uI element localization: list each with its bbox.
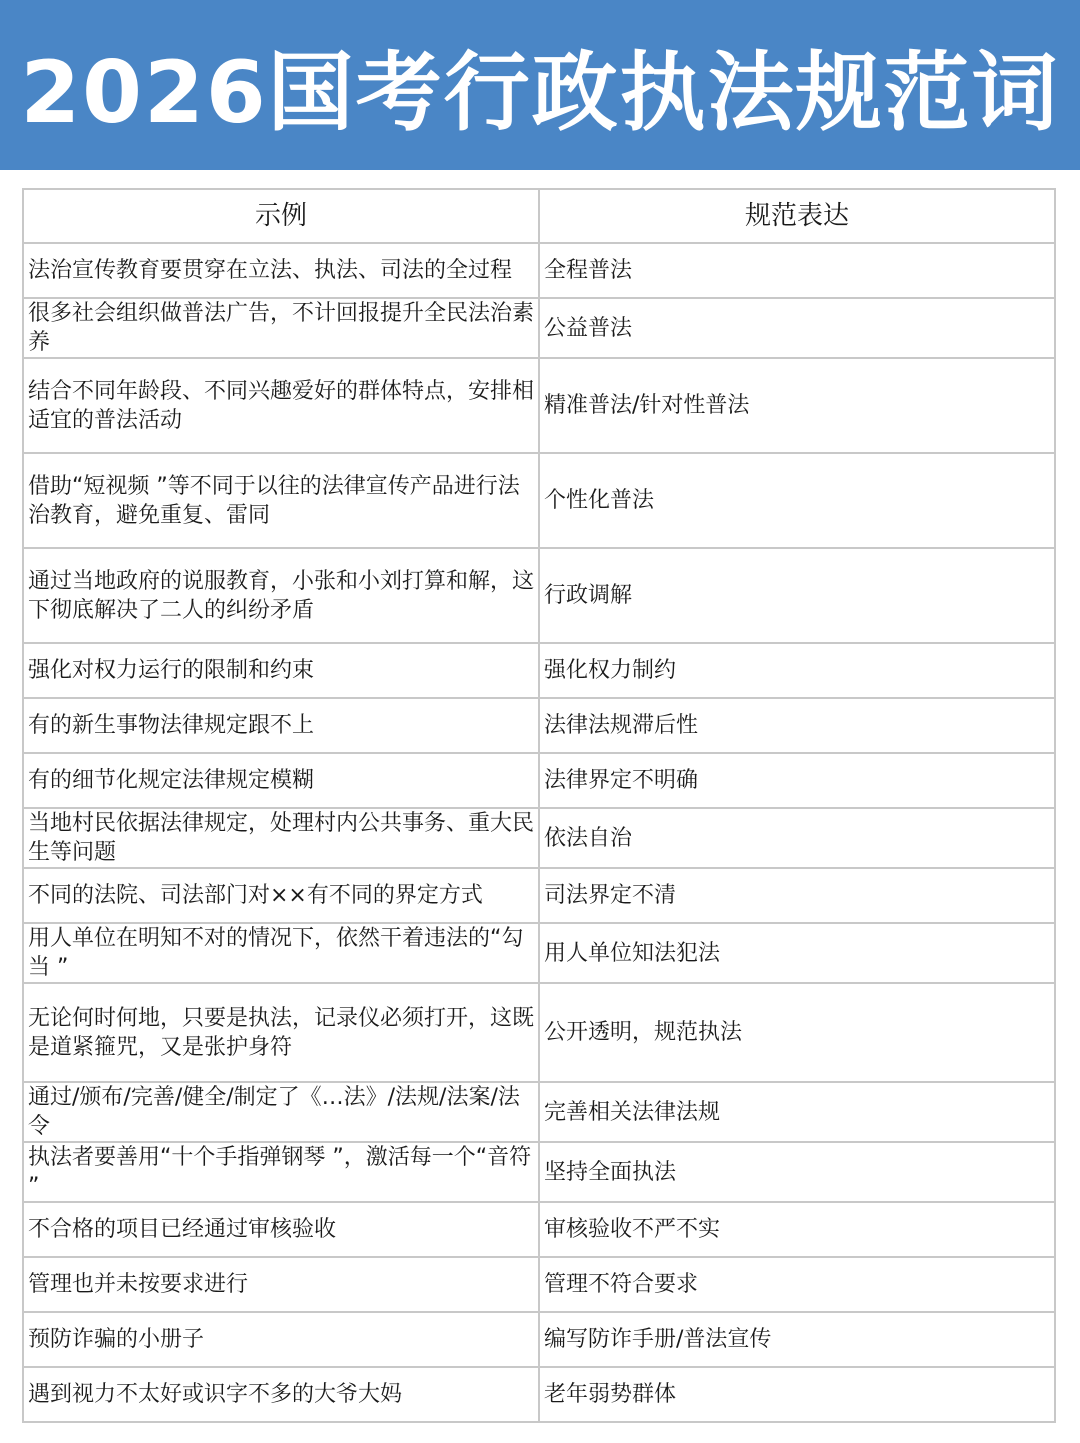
expression-cell: 依法自治	[539, 808, 1055, 868]
expression-cell: 强化权力制约	[539, 643, 1055, 698]
example-cell: 通过当地政府的说服教育，小张和小刘打算和解，这下彻底解决了二人的纠纷矛盾	[23, 548, 539, 643]
expression-cell: 法律法规滞后性	[539, 698, 1055, 753]
table-row	[23, 643, 1055, 698]
table-row	[23, 753, 1055, 808]
table-row	[23, 1082, 1055, 1142]
expression-cell: 精准普法/针对性普法	[539, 358, 1055, 453]
example-cell: 法治宣传教育要贯穿在立法、执法、司法的全过程	[23, 243, 539, 298]
example-cell: 预防诈骗的小册子	[23, 1312, 539, 1367]
example-cell: 很多社会组织做普法广告，不计回报提升全民法治素养	[23, 298, 539, 358]
table-row	[23, 1257, 1055, 1312]
expression-cell: 老年弱势群体	[539, 1367, 1055, 1422]
expression-cell: 公益普法	[539, 298, 1055, 358]
vocabulary-table-container	[22, 188, 1056, 1423]
table-row	[23, 868, 1055, 923]
example-cell: 有的新生事物法律规定跟不上	[23, 698, 539, 753]
example-cell: 有的细节化规定法律规定模糊	[23, 753, 539, 808]
expression-cell: 管理不符合要求	[539, 1257, 1055, 1312]
example-cell: 不同的法院、司法部门对××有不同的界定方式	[23, 868, 539, 923]
expression-cell: 编写防诈手册/普法宣传	[539, 1312, 1055, 1367]
example-cell: 不合格的项目已经通过审核验收	[23, 1202, 539, 1257]
expression-cell: 司法界定不清	[539, 868, 1055, 923]
table-row	[23, 1142, 1055, 1202]
example-cell: 强化对权力运行的限制和约束	[23, 643, 539, 698]
table-row	[23, 698, 1055, 753]
table-row	[23, 298, 1055, 358]
expression-cell: 个性化普法	[539, 453, 1055, 548]
example-cell: 用人单位在明知不对的情况下，依然干着违法的“勾当 ”	[23, 923, 539, 983]
example-cell: 通过/颁布/完善/健全/制定了《…法》/法规/法案/法令	[23, 1082, 539, 1142]
table-row	[23, 453, 1055, 548]
expression-cell: 用人单位知法犯法	[539, 923, 1055, 983]
vocabulary-table	[22, 188, 1056, 1423]
table-row	[23, 548, 1055, 643]
table-row	[23, 243, 1055, 298]
expression-cell: 审核验收不严不实	[539, 1202, 1055, 1257]
page-title: 2026国考行政执法规范词	[20, 43, 1060, 143]
table-row	[23, 1367, 1055, 1422]
table-row	[23, 1312, 1055, 1367]
expression-cell: 法律界定不明确	[539, 753, 1055, 808]
example-cell: 结合不同年龄段、不同兴趣爱好的群体特点，安排相适宜的普法活动	[23, 358, 539, 453]
expression-cell: 行政调解	[539, 548, 1055, 643]
example-cell: 无论何时何地，只要是执法，记录仪必须打开，这既是道紧箍咒，又是张护身符	[23, 983, 539, 1082]
header-expression: 规范表达	[539, 189, 1055, 243]
title-banner	[0, 0, 1080, 170]
table-row	[23, 358, 1055, 453]
expression-cell: 坚持全面执法	[539, 1142, 1055, 1202]
expression-cell: 公开透明，规范执法	[539, 983, 1055, 1082]
table-row	[23, 923, 1055, 983]
example-cell: 管理也并未按要求进行	[23, 1257, 539, 1312]
example-cell: 当地村民依据法律规定，处理村内公共事务、重大民生等问题	[23, 808, 539, 868]
table-row	[23, 1202, 1055, 1257]
table-row	[23, 808, 1055, 868]
expression-cell: 完善相关法律法规	[539, 1082, 1055, 1142]
table-row	[23, 983, 1055, 1082]
example-cell: 遇到视力不太好或识字不多的大爷大妈	[23, 1367, 539, 1422]
header-example: 示例	[23, 189, 539, 243]
example-cell: 执法者要善用“十个手指弹钢琴 ”，激活每一个“音符 ”	[23, 1142, 539, 1202]
table-header-row	[23, 189, 1055, 243]
example-cell: 借助“短视频 ”等不同于以往的法律宣传产品进行法治教育，避免重复、雷同	[23, 453, 539, 548]
expression-cell: 全程普法	[539, 243, 1055, 298]
